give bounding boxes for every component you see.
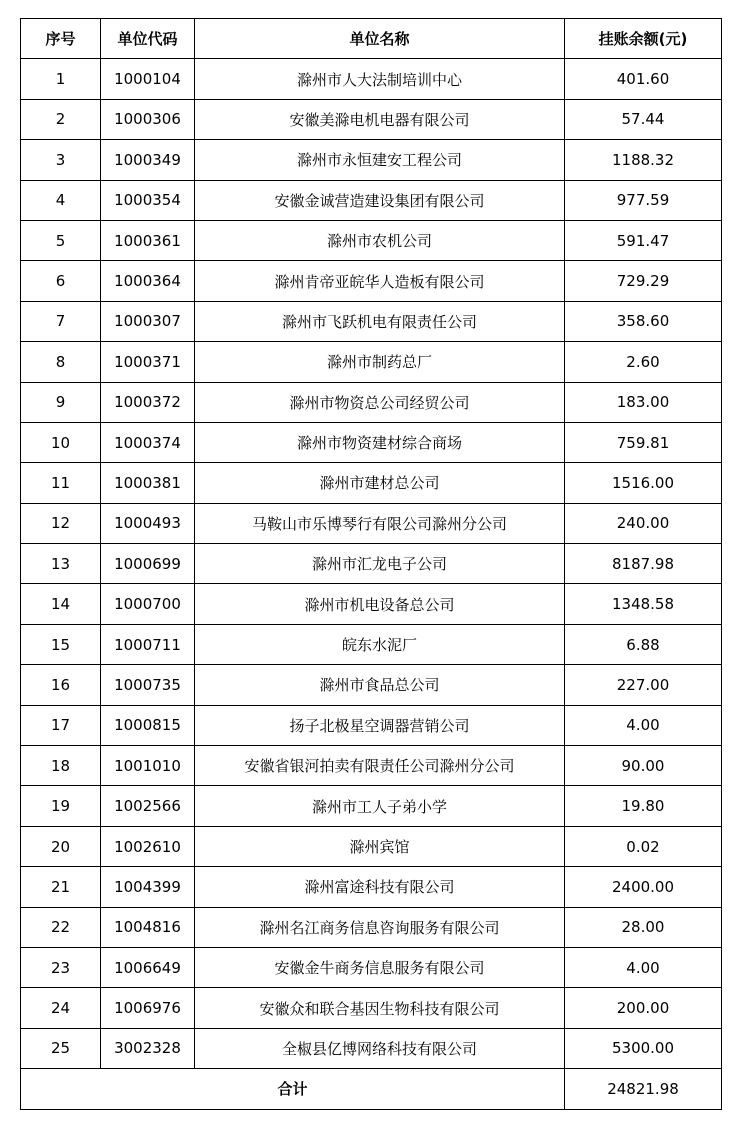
table-row	[21, 544, 722, 584]
cell-index: 3	[21, 140, 101, 180]
cell-balance: 401.60	[565, 59, 722, 99]
table-row	[21, 867, 722, 907]
cell-index: 22	[21, 907, 101, 947]
cell-index: 18	[21, 746, 101, 786]
table-row	[21, 342, 722, 382]
cell-balance: 8187.98	[565, 544, 722, 584]
cell-name: 滁州肯帝亚皖华人造板有限公司	[195, 261, 565, 301]
cell-code: 1000364	[101, 261, 195, 301]
cell-code: 1006649	[101, 947, 195, 987]
cell-index: 11	[21, 463, 101, 503]
cell-index: 12	[21, 503, 101, 543]
cell-code: 3002328	[101, 1028, 195, 1068]
cell-code: 1000381	[101, 463, 195, 503]
table-row	[21, 1028, 722, 1068]
table-row	[21, 988, 722, 1028]
cell-balance: 28.00	[565, 907, 722, 947]
table-row	[21, 503, 722, 543]
table-row	[21, 382, 722, 422]
cell-name: 滁州市人大法制培训中心	[195, 59, 565, 99]
cell-balance: 1188.32	[565, 140, 722, 180]
cell-index: 15	[21, 624, 101, 664]
cell-code: 1000699	[101, 544, 195, 584]
cell-name: 滁州市工人子弟小学	[195, 786, 565, 826]
cell-balance: 729.29	[565, 261, 722, 301]
cell-code: 1000307	[101, 301, 195, 341]
cell-name: 全椒县亿博网络科技有限公司	[195, 1028, 565, 1068]
cell-balance: 200.00	[565, 988, 722, 1028]
cell-index: 9	[21, 382, 101, 422]
cell-balance: 240.00	[565, 503, 722, 543]
cell-name: 滁州市制药总厂	[195, 342, 565, 382]
cell-code: 1000371	[101, 342, 195, 382]
table-row	[21, 422, 722, 462]
cell-name: 滁州名江商务信息咨询服务有限公司	[195, 907, 565, 947]
header-index: 序号	[21, 19, 101, 59]
cell-name: 滁州市建材总公司	[195, 463, 565, 503]
table-row	[21, 140, 722, 180]
cell-name: 滁州宾馆	[195, 826, 565, 866]
total-row	[21, 1069, 722, 1109]
cell-code: 1000104	[101, 59, 195, 99]
cell-code: 1000361	[101, 220, 195, 260]
cell-balance: 5300.00	[565, 1028, 722, 1068]
cell-name: 安徽美滁电机电器有限公司	[195, 99, 565, 139]
cell-balance: 759.81	[565, 422, 722, 462]
cell-index: 24	[21, 988, 101, 1028]
total-value: 24821.98	[565, 1069, 722, 1109]
cell-index: 2	[21, 99, 101, 139]
cell-balance: 358.60	[565, 301, 722, 341]
cell-balance: 183.00	[565, 382, 722, 422]
table-row	[21, 180, 722, 220]
cell-index: 23	[21, 947, 101, 987]
cell-name: 滁州市机电设备总公司	[195, 584, 565, 624]
table-row	[21, 261, 722, 301]
table-row	[21, 947, 722, 987]
cell-name: 滁州市物资总公司经贸公司	[195, 382, 565, 422]
table-row	[21, 59, 722, 99]
cell-code: 1000374	[101, 422, 195, 462]
cell-balance: 591.47	[565, 220, 722, 260]
cell-name: 滁州市永恒建安工程公司	[195, 140, 565, 180]
table-row	[21, 665, 722, 705]
cell-code: 1001010	[101, 746, 195, 786]
cell-index: 6	[21, 261, 101, 301]
header-name: 单位名称	[195, 19, 565, 59]
cell-balance: 19.80	[565, 786, 722, 826]
cell-index: 14	[21, 584, 101, 624]
cell-index: 5	[21, 220, 101, 260]
cell-name: 皖东水泥厂	[195, 624, 565, 664]
cell-balance: 1348.58	[565, 584, 722, 624]
cell-index: 1	[21, 59, 101, 99]
table-row	[21, 463, 722, 503]
cell-code: 1002566	[101, 786, 195, 826]
cell-code: 1004399	[101, 867, 195, 907]
cell-index: 17	[21, 705, 101, 745]
cell-balance: 2400.00	[565, 867, 722, 907]
cell-name: 安徽省银河拍卖有限责任公司滁州分公司	[195, 746, 565, 786]
table-body	[21, 59, 722, 1069]
cell-code: 1000306	[101, 99, 195, 139]
table-row	[21, 705, 722, 745]
cell-name: 滁州市飞跃机电有限责任公司	[195, 301, 565, 341]
balance-table	[20, 18, 722, 1110]
total-label: 合计	[21, 1069, 565, 1109]
cell-name: 安徽金诚营造建设集团有限公司	[195, 180, 565, 220]
cell-balance: 6.88	[565, 624, 722, 664]
cell-code: 1000700	[101, 584, 195, 624]
cell-index: 13	[21, 544, 101, 584]
cell-balance: 90.00	[565, 746, 722, 786]
cell-code: 1004816	[101, 907, 195, 947]
cell-code: 1000815	[101, 705, 195, 745]
table-row	[21, 907, 722, 947]
cell-name: 滁州富途科技有限公司	[195, 867, 565, 907]
cell-balance: 227.00	[565, 665, 722, 705]
cell-code: 1006976	[101, 988, 195, 1028]
table-row	[21, 220, 722, 260]
header-balance: 挂账余额(元)	[565, 19, 722, 59]
table-row	[21, 301, 722, 341]
cell-index: 25	[21, 1028, 101, 1068]
cell-index: 7	[21, 301, 101, 341]
cell-code: 1000372	[101, 382, 195, 422]
cell-name: 扬子北极星空调器营销公司	[195, 705, 565, 745]
cell-balance: 57.44	[565, 99, 722, 139]
cell-balance: 0.02	[565, 826, 722, 866]
cell-balance: 2.60	[565, 342, 722, 382]
cell-code: 1000735	[101, 665, 195, 705]
table-row	[21, 584, 722, 624]
cell-code: 1002610	[101, 826, 195, 866]
cell-balance: 977.59	[565, 180, 722, 220]
cell-balance: 4.00	[565, 947, 722, 987]
cell-name: 安徽金牛商务信息服务有限公司	[195, 947, 565, 987]
table-header-row	[21, 19, 722, 59]
cell-index: 10	[21, 422, 101, 462]
table-row	[21, 99, 722, 139]
table-row	[21, 826, 722, 866]
cell-code: 1000711	[101, 624, 195, 664]
header-code: 单位代码	[101, 19, 195, 59]
cell-name: 安徽众和联合基因生物科技有限公司	[195, 988, 565, 1028]
cell-name: 滁州市食品总公司	[195, 665, 565, 705]
cell-balance: 4.00	[565, 705, 722, 745]
cell-name: 滁州市农机公司	[195, 220, 565, 260]
cell-index: 19	[21, 786, 101, 826]
table-row	[21, 624, 722, 664]
cell-index: 21	[21, 867, 101, 907]
table-row	[21, 786, 722, 826]
cell-name: 马鞍山市乐博琴行有限公司滁州分公司	[195, 503, 565, 543]
cell-index: 8	[21, 342, 101, 382]
cell-code: 1000354	[101, 180, 195, 220]
table-row	[21, 746, 722, 786]
cell-balance: 1516.00	[565, 463, 722, 503]
cell-name: 滁州市汇龙电子公司	[195, 544, 565, 584]
cell-code: 1000493	[101, 503, 195, 543]
cell-name: 滁州市物资建材综合商场	[195, 422, 565, 462]
cell-index: 16	[21, 665, 101, 705]
cell-index: 20	[21, 826, 101, 866]
cell-index: 4	[21, 180, 101, 220]
cell-code: 1000349	[101, 140, 195, 180]
